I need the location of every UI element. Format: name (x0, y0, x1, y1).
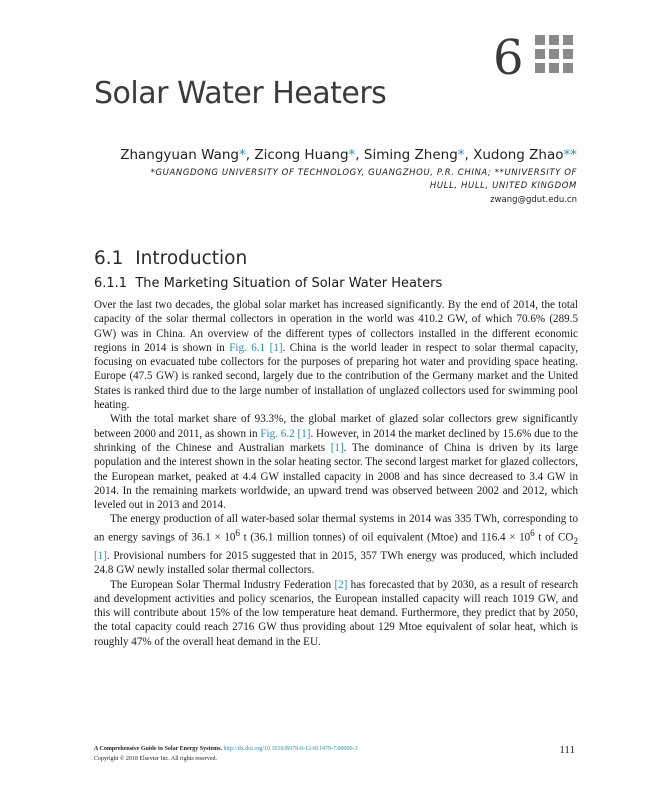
citation-link[interactable]: [1] (297, 427, 311, 440)
affiliation-mark: * (238, 147, 246, 163)
copyright-notice: Copyright © 2018 Elsevier Inc. All rights reserved. (94, 756, 218, 762)
square (563, 49, 573, 59)
section-title: Introduction (135, 248, 248, 269)
square (535, 35, 545, 45)
chapter-number: 6 (493, 30, 524, 86)
doi-link[interactable]: http://dx.doi.org/10.1016/B978-0-12-811479-7.00006-3 (223, 746, 358, 752)
citation-link[interactable]: [1] (94, 549, 107, 562)
text-run: . China is the world leader in respect to solar thermal capacity, focusing on evacuated tube collectors for the purposes of preparing hot water and providing space heating. Europe (47.5 GW) is ranked second, largely due to the contribution of the Germany market and the United States is ranked third due to the large number of installation of unglazed collectors used for swimming pool heating. (94, 341, 578, 412)
text-run: The energy production of all water-based solar thermal systems in 2014 was 335 TWh, corresponding to an energy savings of 36.1 × 10 (94, 513, 578, 544)
subscript: 2 (573, 536, 578, 547)
text-run: . Provisional numbers for 2015 suggested that in 2015, 357 TWh energy was produced, which included 24.8 GW newly installed solar thermal collectors. (94, 549, 578, 577)
paragraph (94, 412, 578, 512)
chapter-decoration-squares (535, 35, 573, 73)
text-run: Over the last two decades, the global solar market has increased significantly. By the end of 2014, the total capacity of the solar thermal collectors in operation in the world was 410.2 GW, of which 70.6% (289.5 GW) was in China. An overview of the different types of collectors installed in the different economic regions in 2014 is shown in (94, 299, 578, 354)
paragraph (94, 578, 578, 649)
text-run: t (36.1 million tonnes) of oil equivalent (Mtoe) and 116.4 × 10 (240, 531, 531, 544)
author-name: Siming Zheng (363, 147, 458, 163)
text-run: The European Solar Thermal Industry Federation (110, 578, 335, 591)
chapter-title: Solar Water Heaters (94, 76, 387, 111)
page-footer (94, 744, 357, 764)
subsection-heading (94, 275, 442, 293)
square (535, 63, 545, 73)
author-email[interactable]: zwang@gdut.edu.cn (490, 195, 577, 205)
superscript: 6 (530, 528, 535, 539)
body-text (94, 298, 578, 649)
author-name: Zhangyuan Wang (120, 147, 239, 163)
text-run: has forecasted that by 2030, as a result of research and development activities and policy scenarios, the European installed capacity will reach 1019 GW, and this will contribute about 15% of the low temperature heat demand. Furthermore, they predict that by 2050, the total capacity could reach 2716 GW thus providing about 129 Mtoe equivalent of solar heat, which is roughly 47% of the overall heat demand in the EU. (94, 578, 578, 648)
subsection-number: 6.1.1 (94, 276, 128, 291)
square (563, 63, 573, 73)
citation-link[interactable]: [1] (330, 441, 344, 454)
author-name: Zicong Huang (254, 147, 349, 163)
affiliations (94, 167, 577, 193)
affiliation-line: HULL, HULL, UNITED KINGDOM (429, 181, 577, 191)
section-number: 6.1 (94, 248, 124, 269)
text-run: t of CO (534, 531, 574, 544)
square (549, 35, 559, 45)
author-name: Xudong Zhao (473, 147, 564, 163)
text-run: . However, in 2014 the market declined by 15.6% due to the shrinking of the Chinese and Australian markets (94, 427, 579, 454)
section-heading (94, 247, 247, 271)
affiliation-mark: ** (563, 147, 577, 163)
subsection-title: The Marketing Situation of Solar Water Heaters (135, 276, 443, 291)
footer-citation (94, 744, 357, 754)
citation-link[interactable]: [2] (334, 578, 348, 591)
page-number: 111 (559, 744, 575, 756)
figure-link[interactable]: Fig. 6.1 (229, 341, 266, 354)
author-list: Zhangyuan Wang*, Zicong Huang*, Siming Zheng*, Xudong Zhao** (120, 147, 577, 163)
figure-link[interactable]: Fig. 6.2 (260, 427, 295, 440)
book-title: A Comprehensive Guide to Solar Energy Systems. (94, 746, 222, 752)
text-run: With the total market share of 93.3%, the global market of glazed solar collectors grew significantly between 2000 and 2011, as shown in (94, 413, 578, 440)
affiliation-line: *GUANGDONG UNIVERSITY OF TECHNOLOGY, GUANGZHOU, P.R. CHINA; **UNIVERSITY OF (150, 168, 577, 178)
square (549, 63, 559, 73)
affiliation-mark: * (348, 147, 356, 163)
affiliation-mark: * (457, 147, 465, 163)
paragraph (94, 512, 578, 577)
square (535, 49, 545, 59)
superscript: 6 (235, 528, 241, 539)
text-run: . The dominance of China is driven by its large population and the interest shown in the solar heating sector. The second largest market for glazed collectors, the European market, peaked at 4.4 GW installed capacity in 2008 and has since decreased to 3.4 GW in 2014. In the remaining markets worldwide, an upward trend was observed between 2002 and 2012, which leveled out in 2013 and 2014. (94, 441, 579, 512)
citation-link[interactable]: [1] (269, 341, 283, 354)
square (563, 35, 573, 45)
square (549, 49, 559, 59)
paragraph (94, 298, 578, 412)
